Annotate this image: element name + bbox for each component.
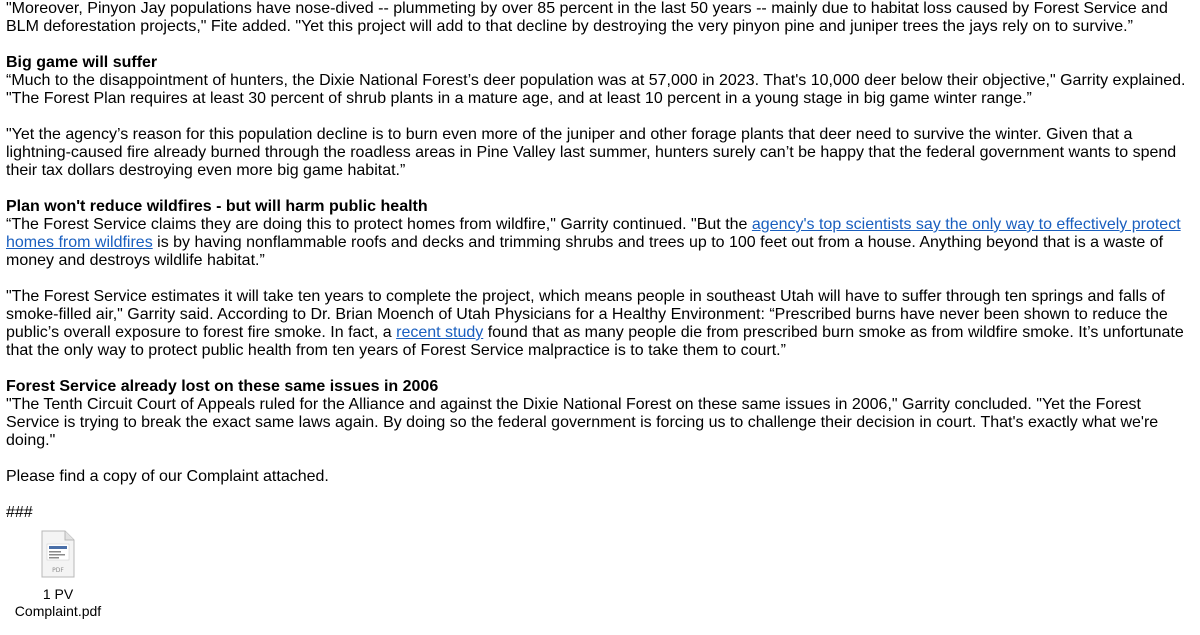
paragraph-protect-homes-text-start: “The Forest Service claims they are doing this to protect homes from wildfire," Garrity continued. "But the [6, 216, 752, 233]
email-body [6, 0, 1196, 522]
paragraph-protect-homes-text-end: is by having nonflammable roofs and decks and trimming shrubs and trees up to 100 feet out from a house. Anything beyond that is a waste of money and destroys wildlife habitat.” [6, 234, 1164, 269]
paragraph-tenth-circuit: "The Tenth Circuit Court of Appeals ruled for the Alliance and against the Dixie National Forest on these same issues in 2006," Garrity concluded. "Yet the Forest Service is trying to break the exact same laws again. By doing so the federal government is forcing us to challenge their decision in court. That's exactly what we're doing." [6, 396, 1159, 449]
heading-big-game: Big game will suffer [6, 54, 158, 71]
paragraph-burn-forage: "Yet the agency’s reason for this population decline is to burn even more of the juniper and other forage plants that deer need to survive the winter. Given that a lightning-caused fire already burned through the roadless areas in Pine Valley last summer, hunters surely can’t be happy that the federal government wants to spend their tax dollars destroying even more big game habitat.” [6, 126, 1177, 179]
paragraph-smoke [6, 288, 1196, 360]
pdf-file-icon [38, 530, 78, 578]
paragraph-smoke-text-end: found that as many people die from prescribed burn smoke as from wildfire smoke. It’s unfortunate that the only way to protect public health from ten years of Forest Service malpractice is to take them to court.” [6, 324, 1184, 359]
scientists-link[interactable]: agency's top scientists say the only way to effectively protect homes from wildfires [6, 216, 1181, 251]
heading-wildfires: Plan won't reduce wildfires - but will harm public health [6, 198, 428, 215]
attachment-pdf[interactable] [8, 530, 108, 620]
paragraph-protect-homes [6, 216, 1196, 270]
paragraph-pinyon-jay: "Moreover, Pinyon Jay populations have nose-dived -- plummeting by over 85 percent in the last 50 years -- mainly due to habitat loss caused by Forest Service and BLM deforestation projects," Fite added. "Yet this project will add to that decline by destroying the very pinyon pine and juniper trees the jays rely on to survive.” [6, 0, 1168, 35]
paragraph-complaint-attached: Please find a copy of our Complaint attached. [6, 468, 329, 485]
end-mark: ### [6, 504, 33, 521]
attachment-filename-line2: Complaint.pdf [14, 603, 102, 619]
heading-lost-2006: Forest Service already lost on these same issues in 2006 [6, 378, 439, 395]
pdf-badge-text: PDF [52, 567, 64, 574]
paragraph-deer-population: “Much to the disappointment of hunters, the Dixie National Forest’s deer population was at 57,000 in 2023. That's 10,000 deer below their objective," Garrity explained. "The Forest Plan requires at least 30 percent of shrub plants in a mature age, and at least 10 percent in a young stage in big game winter range.” [6, 72, 1186, 107]
attachment-filename-line1: 1 PV [42, 586, 74, 602]
paragraph-smoke-text-start: "The Forest Service estimates it will take ten years to complete the project, which means people in southeast Utah will have to suffer through ten springs and falls of smoke-filled air," Garrity said. According to Dr. Brian Moench of Utah Physicians for a Healthy Environment: “Prescribed burns have never been shown to reduce the public’s overall exposure to forest fire smoke. In fact, a [6, 288, 1168, 341]
attachment-filename [8, 586, 108, 620]
recent-study-link[interactable]: recent study [396, 324, 484, 341]
